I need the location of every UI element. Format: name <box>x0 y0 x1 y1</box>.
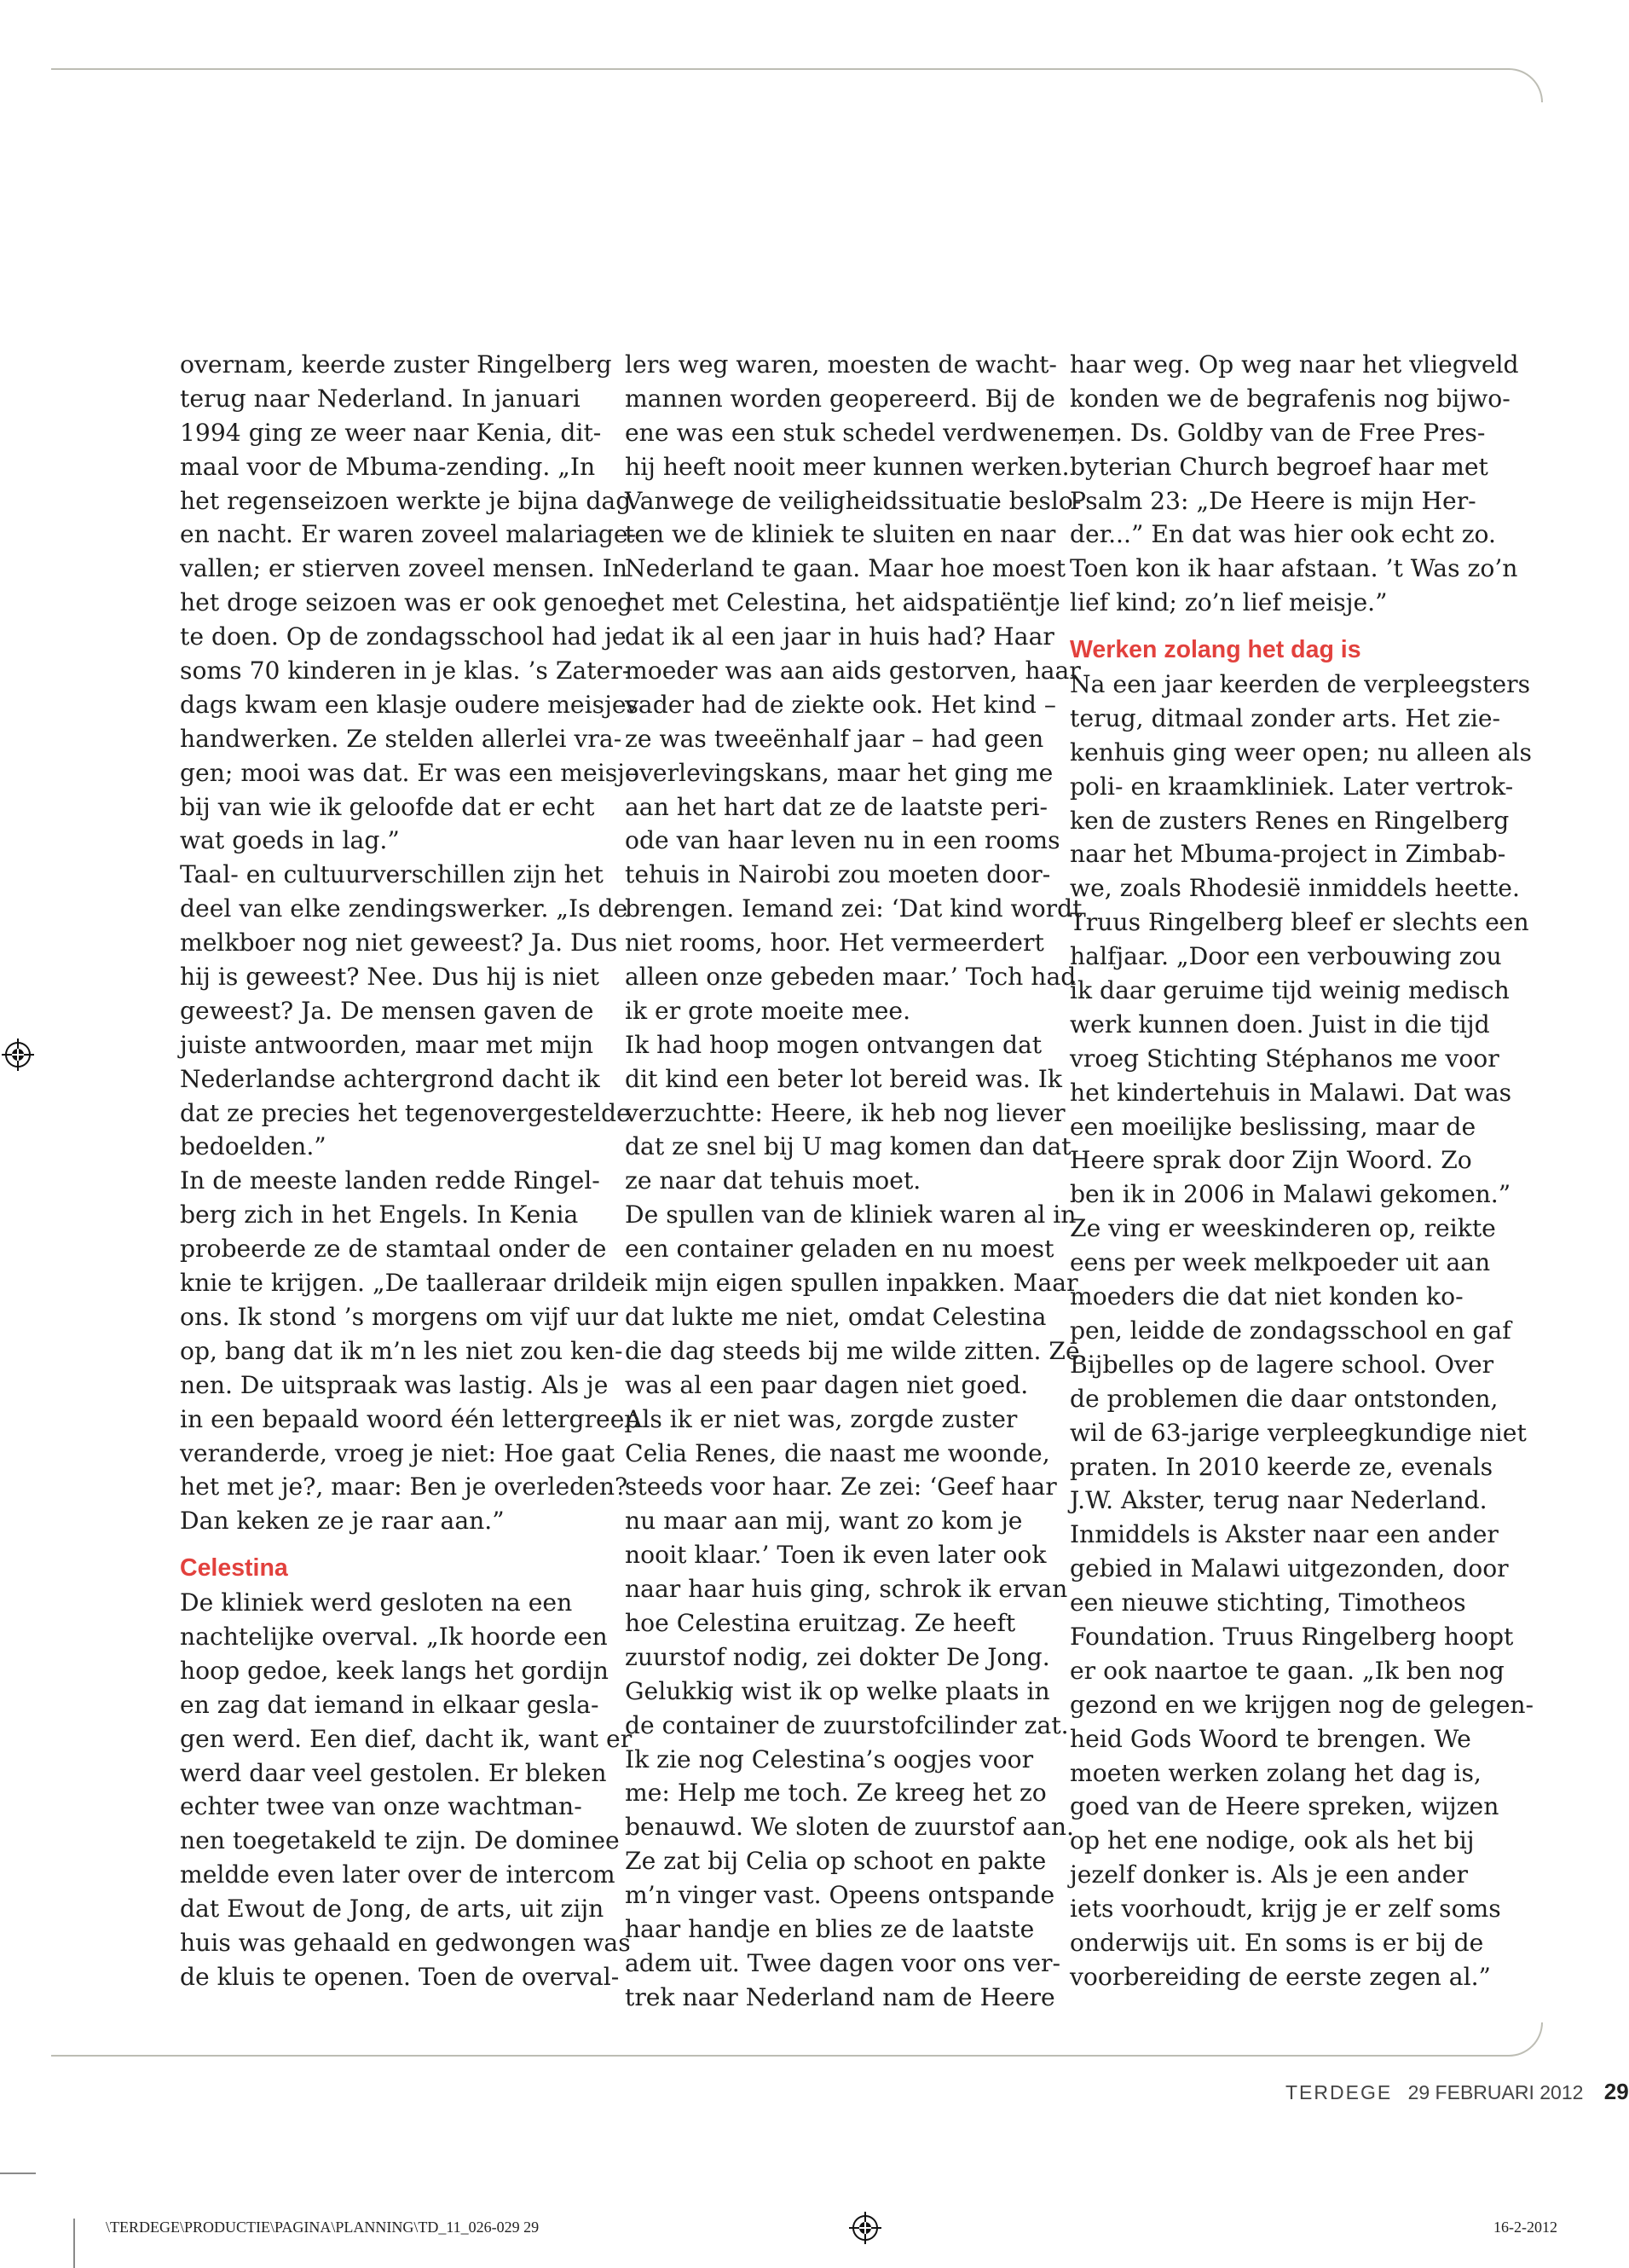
text-line: zuurstof nodig, zei dokter De Jong. <box>625 1642 1050 1671</box>
text-line: alleen onze gebeden maar.’ Toch had <box>625 963 1077 992</box>
text-line: Heere sprak door Zijn Woord. Zo <box>1070 1146 1472 1175</box>
text-line: knie te krijgen. „De taalleraar drilde <box>180 1269 626 1298</box>
text-line: nen toegetakeld te zijn. De dominee <box>180 1826 620 1855</box>
text-line: ons. Ik stond ’s morgens om vijf uur <box>180 1302 618 1331</box>
text-line: op het ene nodige, ook als het bij <box>1070 1826 1475 1855</box>
text-line: Nederland te gaan. Maar hoe moest <box>625 554 1066 583</box>
text-line: hoop gedoe, keek langs het gordijn <box>180 1656 609 1685</box>
text-line: naar haar huis ging, schrok ik ervan <box>625 1575 1068 1604</box>
text-line: lers weg waren, moesten de wacht- <box>625 350 1057 379</box>
text-line: iets voorhoudt, krijg je er zelf soms <box>1070 1895 1501 1924</box>
page-number: 29 <box>1603 2079 1629 2104</box>
text-line: trek naar Nederland nam de Heere <box>625 1982 1055 2011</box>
text-line: was al een paar dagen niet goed. <box>625 1370 1029 1399</box>
text-line: Celia Renes, die naast me woonde, <box>625 1438 1050 1467</box>
text-line: in een bepaald woord één lettergreep <box>180 1404 640 1433</box>
text-line: Ik zie nog Celestina’s oogjes voor <box>625 1744 1034 1773</box>
text-line: probeerde ze de stamtaal onder de <box>180 1235 607 1264</box>
text-line: Psalm 23: „De Heere is mijn Her- <box>1070 486 1476 515</box>
text-line: een nieuwe stichting, Timotheos <box>1070 1588 1466 1617</box>
text-line: de problemen die daar ontstonden, <box>1070 1384 1499 1413</box>
text-line: byterian Church begroef haar met <box>1070 452 1488 481</box>
magazine-name: TERDEGE <box>1285 2081 1393 2103</box>
text-line: haar handje en blies ze de laatste <box>625 1914 1035 1943</box>
text-line: onderwijs uit. En soms is er bij de <box>1070 1928 1484 1957</box>
text-line: het met je?, maar: Ben je overleden? <box>180 1472 628 1501</box>
text-line: dit kind een beter lot bereid was. Ik <box>625 1064 1062 1093</box>
text-line: ze was tweeënhalf jaar – had geen <box>625 724 1044 753</box>
heading-spacer <box>1070 620 1500 634</box>
text-line: maal voor de Mbuma-zending. „In <box>180 452 596 481</box>
text-line: hoe Celestina eruitzag. Ze heeft <box>625 1608 1016 1637</box>
text-line: kenhuis ging weer open; nu alleen als <box>1070 738 1532 767</box>
page-footer <box>1285 2079 1629 2105</box>
text-line: dags kwam een klasje oudere meisjes <box>180 690 638 719</box>
text-line: Ik had hoop mogen ontvangen dat <box>625 1030 1043 1059</box>
text-line: nu maar aan mij, want zo kom je <box>625 1507 1023 1536</box>
text-line: veranderde, vroeg je niet: Hoe gaat <box>180 1438 615 1467</box>
text-line: ik mijn eigen spullen inpakken. Maar <box>625 1269 1078 1298</box>
text-line: werd daar veel gestolen. Er bleken <box>180 1758 607 1787</box>
text-line: ik daar geruime tijd weinig medisch <box>1070 976 1510 1005</box>
text-line: vader had de ziekte ook. Het kind – <box>625 690 1056 719</box>
text-line: die dag steeds bij me wilde zitten. Ze <box>625 1336 1080 1365</box>
text-line: vallen; er stierven zoveel mensen. In <box>180 554 628 583</box>
text-line: een moeilijke beslissing, maar de <box>1070 1112 1476 1141</box>
text-line: eens per week melkpoeder uit aan <box>1070 1248 1491 1277</box>
text-line: 1994 ging ze weer naar Kenia, dit- <box>180 418 602 447</box>
text-line: nen. De uitspraak was lastig. Als je <box>180 1370 609 1399</box>
text-line: ben ik in 2006 in Malawi gekomen.” <box>1070 1180 1511 1209</box>
text-line: de container de zuurstofcilinder zat. <box>625 1710 1069 1739</box>
text-line: naar het Mbuma-project in Zimbab- <box>1070 840 1506 869</box>
text-line: gezond en we krijgen nog de gelegen- <box>1070 1690 1534 1719</box>
text-line: verzuchtte: Heere, ik heb nog liever <box>625 1098 1066 1127</box>
text-line: handwerken. Ze stelden allerlei vra- <box>180 724 622 753</box>
text-line: overlevingskans, maar het ging me <box>625 758 1054 787</box>
page-trim-top <box>51 68 1543 102</box>
text-line: gen werd. Een dief, dacht ik, want er <box>180 1724 633 1753</box>
text-line: bedoelden.” <box>180 1132 326 1161</box>
text-line: tehuis in Nairobi zou moeten door- <box>625 860 1051 889</box>
article-column-1 <box>180 348 640 1994</box>
text-line: der...” En dat was hier ook echt zo. <box>1070 520 1496 549</box>
text-line: ene was een stuk schedel verdwenen; <box>625 418 1086 447</box>
heading-spacer <box>180 1538 610 1552</box>
text-line: de kluis te openen. Toen de overval- <box>180 1962 620 1991</box>
text-line: nooit klaar.’ Toen ik even later ook <box>625 1541 1047 1570</box>
text-line: nachtelijke overval. „Ik hoorde een <box>180 1622 608 1651</box>
crop-mark-bottom <box>73 2219 75 2268</box>
text-line: gen; mooi was dat. Er was een meisje <box>180 758 639 787</box>
text-line: praten. In 2010 keerde ze, evenals <box>1070 1452 1493 1481</box>
text-line: Toen kon ik haar afstaan. ’t Was zo’n <box>1070 554 1518 583</box>
text-line: dat ik al een jaar in huis had? Haar <box>625 622 1054 651</box>
text-line: vroeg Stichting Stéphanos me voor <box>1070 1044 1499 1073</box>
registration-mark-left <box>2 1039 34 1071</box>
text-line: pen, leidde de zondagsschool en gaf <box>1070 1316 1511 1345</box>
page-trim-bottom <box>51 2022 1543 2057</box>
issue-date: 29 FEBRUARI 2012 <box>1407 2081 1584 2103</box>
text-line: geweest? Ja. De mensen gaven de <box>180 996 594 1025</box>
text-line: jezelf donker is. Als je een ander <box>1070 1860 1468 1889</box>
text-line: benauwd. We sloten de zuurstof aan. <box>625 1813 1075 1842</box>
text-line: m’n vinger vast. Opeens ontspande <box>625 1881 1055 1910</box>
text-line: haar weg. Op weg naar het vliegveld <box>1070 350 1519 379</box>
text-line: melkboer nog niet geweest? Ja. Dus <box>180 929 618 958</box>
text-line: ten we de kliniek te sluiten en naar <box>625 520 1056 549</box>
text-line: terug naar Nederland. In januari <box>180 384 581 413</box>
text-line: te doen. Op de zondagsschool had je <box>180 622 627 651</box>
text-line: het met Celestina, het aidspatiëntje <box>625 588 1060 617</box>
text-line: aan het hart dat ze de laatste peri- <box>625 792 1048 821</box>
text-line: J.W. Akster, terug naar Nederland. <box>1070 1486 1487 1515</box>
text-line: echter twee van onze wachtman- <box>180 1792 582 1821</box>
text-line: brengen. Iemand zei: ‘Dat kind wordt <box>625 894 1083 923</box>
text-line: bij van wie ik geloofde dat er echt <box>180 792 595 821</box>
text-line: terug, ditmaal zonder arts. Het zie- <box>1070 703 1501 732</box>
text-line: Dan keken ze je raar aan.” <box>180 1507 505 1536</box>
text-line: werk kunnen doen. Juist in die tijd <box>1070 1010 1490 1039</box>
text-line: Truus Ringelberg bleef er slechts een <box>1070 908 1529 937</box>
print-slug-path: \TERDEGE\PRODUCTIE\PAGINA\PLANNING\TD_11_026-029 29 <box>106 2219 540 2236</box>
crop-mark-left <box>0 2173 36 2174</box>
text-line: het regenseizoen werkte je bijna dag <box>180 486 632 515</box>
text-line: poli- en kraamkliniek. Later vertrok- <box>1070 772 1514 801</box>
text-line: Ze ving er weeskinderen op, reikte <box>1070 1214 1496 1243</box>
text-line: hij is geweest? Nee. Dus hij is niet <box>180 963 600 992</box>
text-line: Taal- en cultuurverschillen zijn het <box>180 860 604 889</box>
text-line: hij heeft nooit meer kunnen werken. <box>625 452 1070 481</box>
text-line: dat ze precies het tegenovergestelde <box>180 1098 631 1127</box>
text-line: Ze zat bij Celia op schoot en pakte <box>625 1847 1047 1876</box>
text-line: De kliniek werd gesloten na een <box>180 1588 573 1617</box>
text-line: berg zich in het Engels. In Kenia <box>180 1201 579 1229</box>
section-heading: Celestina <box>180 1554 288 1582</box>
text-line: adem uit. Twee dagen voor ons ver- <box>625 1948 1061 1977</box>
text-line: konden we de begrafenis nog bijwo- <box>1070 384 1511 413</box>
text-line: wil de 63-jarige verpleegkundige niet <box>1070 1418 1527 1447</box>
text-line: mannen worden geopereerd. Bij de <box>625 384 1055 413</box>
text-line: deel van elke zendingswerker. „Is de <box>180 894 628 923</box>
text-line: het droge seizoen was er ook genoeg <box>180 588 633 617</box>
text-line: halfjaar. „Door een verbouwing zou <box>1070 942 1502 971</box>
text-line: Bijbelles op de lagere school. Over <box>1070 1350 1494 1379</box>
text-line: lief kind; zo’n lief meisje.” <box>1070 588 1388 617</box>
text-line: een container geladen en nu moest <box>625 1235 1054 1264</box>
text-line: ken de zusters Renes en Ringelberg <box>1070 806 1510 835</box>
text-line: op, bang dat ik m’n les niet zou ken- <box>180 1336 623 1365</box>
text-line: ze naar dat tehuis moet. <box>625 1166 921 1195</box>
text-line: Nederlandse achtergrond dacht ik <box>180 1064 600 1093</box>
text-line: heid Gods Woord te brengen. We <box>1070 1724 1471 1753</box>
article-column-2 <box>625 348 1086 2015</box>
text-line: Vanwege de veiligheidssituatie beslo- <box>625 486 1082 515</box>
text-line: Als ik er niet was, zorgde zuster <box>625 1404 1018 1433</box>
text-line: De spullen van de kliniek waren al in <box>625 1201 1077 1229</box>
text-line: Foundation. Truus Ringelberg hoopt <box>1070 1622 1514 1651</box>
text-line: dat lukte me niet, omdat Celestina <box>625 1302 1047 1331</box>
text-line: Inmiddels is Akster naar een ander <box>1070 1520 1499 1549</box>
text-line: juiste antwoorden, maar met mijn <box>180 1030 594 1059</box>
text-line: huis was gehaald en gedwongen was <box>180 1928 631 1957</box>
text-line: er ook naartoe te gaan. „Ik ben nog <box>1070 1656 1505 1685</box>
text-line: wat goeds in lag.” <box>180 826 400 855</box>
text-line: Gelukkig wist ik op welke plaats in <box>625 1676 1050 1705</box>
registration-mark-bottom <box>849 2212 881 2244</box>
text-line: goed van de Heere spreken, wijzen <box>1070 1792 1499 1821</box>
text-line: In de meeste landen redde Ringel- <box>180 1166 600 1195</box>
text-line: en zag dat iemand in elkaar gesla- <box>180 1690 599 1719</box>
text-line: ik er grote moeite mee. <box>625 996 911 1025</box>
text-line: moeders die dat niet konden ko- <box>1070 1282 1464 1311</box>
text-line: Na een jaar keerden de verpleegsters <box>1070 670 1531 699</box>
text-line: soms 70 kinderen in je klas. ’s Zater- <box>180 657 631 686</box>
text-line: en nacht. Er waren zoveel malariage- <box>180 520 637 549</box>
text-line: gebied in Malawi uitgezonden, door <box>1070 1554 1509 1583</box>
text-line: nen. Ds. Goldby van de Free Pres- <box>1070 418 1486 447</box>
text-line: dat ze snel bij U mag komen dan dat <box>625 1132 1072 1161</box>
text-line: voorbereiding de eerste zegen al.” <box>1070 1962 1491 1991</box>
article-column-3 <box>1070 348 1534 1994</box>
text-line: moeder was aan aids gestorven, haar <box>625 657 1081 686</box>
text-line: me: Help me toch. Ze kreeg het zo <box>625 1779 1047 1808</box>
section-heading: Werken zolang het dag is <box>1070 636 1361 664</box>
text-line: niet rooms, hoor. Het vermeerdert <box>625 929 1044 958</box>
text-line: we, zoals Rhodesië inmiddels heette. <box>1070 874 1520 903</box>
text-line: steeds voor haar. Ze zei: ‘Geef haar <box>625 1472 1057 1501</box>
print-slug-date: 16-2-2012 <box>1493 2219 1557 2236</box>
text-line: dat Ewout de Jong, de arts, uit zijn <box>180 1895 604 1924</box>
text-line: overnam, keerde zuster Ringelberg <box>180 350 612 379</box>
text-line: moeten werken zolang het dag is, <box>1070 1758 1482 1787</box>
text-line: meldde even later over de intercom <box>180 1860 615 1889</box>
text-line: het kindertehuis in Malawi. Dat was <box>1070 1078 1512 1107</box>
text-line: ode van haar leven nu in een rooms <box>625 826 1060 855</box>
